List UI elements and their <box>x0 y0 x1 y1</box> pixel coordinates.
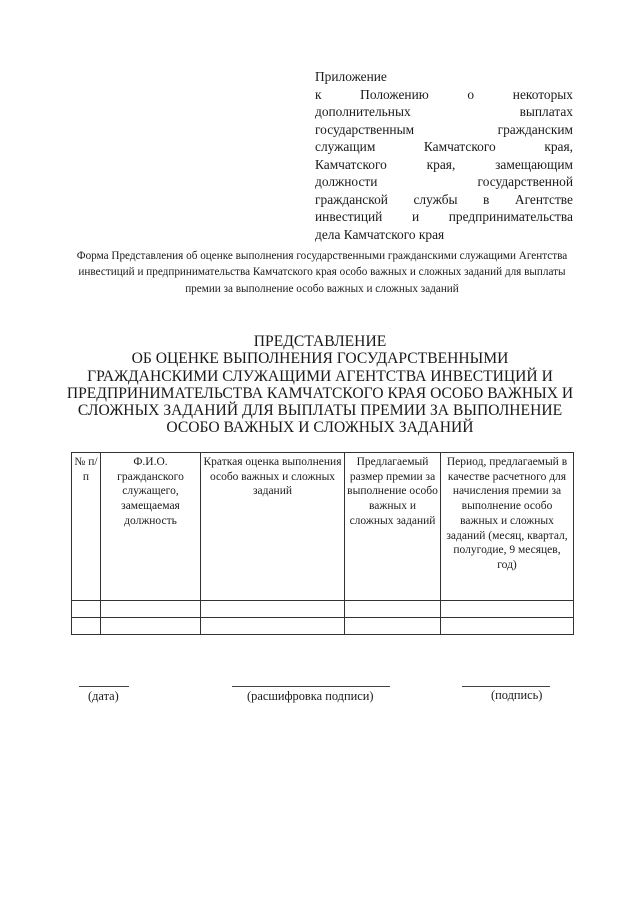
table-cell[interactable] <box>441 601 574 618</box>
decode-line[interactable] <box>232 686 390 687</box>
header-cell-name: Ф.И.О. гражданского служащего, замещаемая должность <box>101 453 201 601</box>
header-cell-number: № п/п <box>72 453 101 601</box>
signature-label: (подпись) <box>491 688 543 702</box>
appendix-line: к Положению о некоторых <box>315 86 573 102</box>
appendix-line: служащим Камчатского края, <box>315 139 573 154</box>
signature-line[interactable] <box>462 686 550 687</box>
table-cell[interactable] <box>201 618 345 635</box>
appendix-line: Приложение <box>315 69 387 84</box>
table-cell[interactable] <box>72 618 101 635</box>
date-label: (дата) <box>88 689 119 703</box>
appendix-line: дополнительных выплатах <box>315 104 573 119</box>
title-line: ОБ ОЦЕНКЕ ВЫПОЛНЕНИЯ ГОСУДАРСТВЕННЫМИ <box>131 350 509 368</box>
header-cell-period: Период, предлагаемый в качестве расчетного для начисления премии за выполнение особо важных и сложных заданий (месяц, квартал, полугодие, 9 месяцев, год) <box>441 453 574 601</box>
table-cell[interactable] <box>345 618 441 635</box>
title-line: СЛОЖНЫХ ЗАДАНИЙ ДЛЯ ВЫПЛАТЫ ПРЕМИИ ЗА ВЫПОЛНЕНИЕ <box>77 402 563 420</box>
appendix-line: Камчатского края, замещающим <box>315 156 573 172</box>
assessment-table <box>71 452 574 635</box>
table-cell[interactable] <box>72 601 101 618</box>
appendix-block <box>315 68 573 243</box>
title-line: ОСОБО ВАЖНЫХ И СЛОЖНЫХ ЗАДАНИЙ <box>166 419 474 437</box>
appendix-line: инвестиций и предпринимательства <box>315 209 573 224</box>
date-line[interactable] <box>79 686 129 687</box>
table-cell[interactable] <box>101 601 201 618</box>
table-cell[interactable] <box>201 601 345 618</box>
table-header-row <box>72 453 574 601</box>
header-cell-bonus-amount: Предлагаемый размер премии за выполнение особо важных и сложных заданий <box>345 453 441 601</box>
table-cell[interactable] <box>345 601 441 618</box>
appendix-line: должности государственной <box>315 174 573 189</box>
form-description: Форма Представления об оценке выполнения государственными гражданскими служащими Агентства инвестиций и предпринимательства Камчатского края особо важных и сложных заданий для выплаты премии за выполнение особо важных и сложных заданий <box>76 250 568 295</box>
table-cell[interactable] <box>441 618 574 635</box>
title-line: ПРЕДПРИНИМАТЕЛЬСТВА КАМЧАТСКОГО КРАЯ ОСОБО ВАЖНЫХ И <box>66 384 574 402</box>
header-cell-assessment: Краткая оценка выполнения особо важных и сложных заданий <box>201 453 345 601</box>
table-row <box>72 618 574 635</box>
appendix-line: государственным гражданским <box>315 121 573 137</box>
table-row <box>72 601 574 618</box>
appendix-line: гражданской службы в Агентстве <box>315 191 573 207</box>
appendix-line: дела Камчатского края <box>315 226 445 242</box>
document-title <box>54 333 586 437</box>
decode-label: (расшифровка подписи) <box>247 689 374 703</box>
title-line: ПРЕДСТАВЛЕНИЕ <box>253 333 387 350</box>
table-cell[interactable] <box>101 618 201 635</box>
title-line: ГРАЖДАНСКИМИ СЛУЖАЩИМИ АГЕНТСТВА ИНВЕСТИЦИЙ И <box>87 367 553 385</box>
